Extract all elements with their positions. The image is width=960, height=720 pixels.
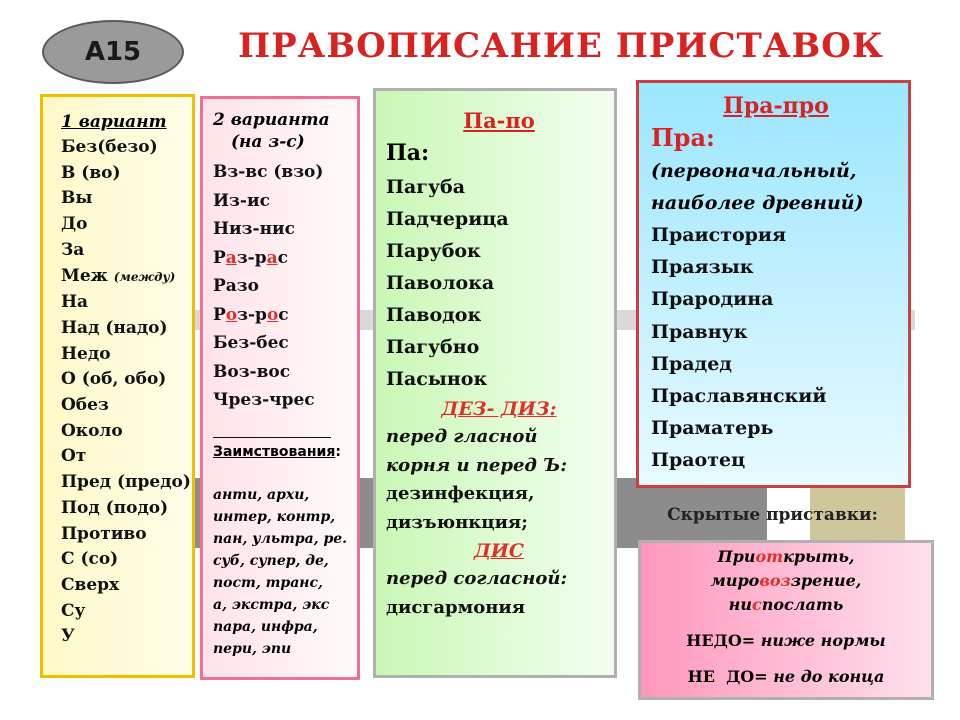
list-item: За bbox=[61, 239, 85, 260]
pra-pro-heading: Пра-про bbox=[723, 93, 829, 119]
loanword-line: пери, эпи bbox=[213, 640, 292, 657]
list-item: Праславянский bbox=[651, 385, 827, 408]
pra-description: наиболее древний) bbox=[651, 192, 864, 214]
highlight-vowel: о bbox=[225, 304, 238, 325]
mej-prefix: Меж bbox=[61, 265, 108, 286]
highlight-vowel: о bbox=[266, 304, 279, 325]
list-item: Праязык bbox=[651, 256, 754, 279]
list-item: Противо bbox=[61, 523, 147, 544]
variant-two-subheading: (на з-с) bbox=[231, 132, 305, 152]
list-item: На bbox=[61, 292, 89, 313]
dis-rule: перед согласной: bbox=[386, 568, 568, 589]
nedo-meaning: = ниже нормы bbox=[741, 631, 886, 650]
variant-one-column bbox=[40, 94, 195, 678]
list-item: Праистория bbox=[651, 224, 787, 246]
list-item: Прадед bbox=[651, 352, 732, 375]
dis-heading: ДИС bbox=[474, 540, 524, 562]
loanwords-colon: : bbox=[335, 443, 341, 460]
text-part: ни bbox=[728, 595, 752, 614]
list-item: Парубок bbox=[386, 240, 481, 262]
pra-pro-column bbox=[636, 80, 911, 488]
ne-do-term: НЕ ДО bbox=[687, 667, 755, 686]
list-item: Вз-вс (взо) bbox=[213, 162, 324, 182]
highlight-prefix: от bbox=[755, 547, 784, 566]
list-item: Под (подо) bbox=[61, 497, 169, 518]
pa-label: Па: bbox=[386, 140, 430, 166]
list-item: С (со) bbox=[61, 549, 119, 570]
hidden-prefixes-box bbox=[638, 540, 934, 700]
list-item: Недо bbox=[61, 343, 111, 364]
list-item: Сверх bbox=[61, 574, 120, 595]
dez-rule-line: корня и перед Ъ: bbox=[386, 454, 568, 476]
variant-one-list bbox=[61, 135, 192, 650]
pra-description: (первоначальный, bbox=[651, 160, 857, 182]
list-item: Над (надо) bbox=[61, 317, 168, 338]
nedo-term: НЕДО bbox=[686, 631, 742, 650]
list-item: Без-бес bbox=[213, 333, 289, 353]
list-item: Около bbox=[61, 420, 123, 441]
list-item: О (об, обо) bbox=[61, 369, 167, 390]
dez-rule-line: перед гласной bbox=[386, 426, 538, 447]
hidden-prefix-example bbox=[641, 593, 931, 617]
list-item: В (во) bbox=[61, 162, 121, 183]
text-part: з-р bbox=[237, 304, 267, 325]
list-item: Праматерь bbox=[651, 417, 774, 440]
ne-do-rule bbox=[641, 665, 931, 689]
nedo-rule bbox=[641, 629, 931, 653]
list-item: Вы bbox=[61, 188, 93, 209]
text-part: Р bbox=[213, 247, 226, 268]
dez-example: дезинфекция, bbox=[386, 483, 535, 504]
hidden-prefixes-label: Скрытые приставки: bbox=[667, 505, 878, 525]
list-item: Праотец bbox=[651, 449, 746, 472]
text-part: Р bbox=[213, 304, 226, 325]
list-item: Правнук bbox=[651, 320, 748, 343]
list-item bbox=[61, 264, 192, 291]
list-item: Низ-нис bbox=[213, 219, 295, 239]
dis-example: дисгармония bbox=[386, 596, 526, 618]
loanword-line: а, экстра, экс bbox=[213, 596, 330, 613]
list-item: Паволока bbox=[386, 272, 495, 294]
variant-two-column bbox=[200, 96, 360, 680]
variant-one-heading: 1 вариант bbox=[61, 112, 167, 132]
list-item: Падчерица bbox=[386, 208, 509, 230]
text-part: При bbox=[717, 547, 756, 566]
divider bbox=[213, 437, 331, 438]
list-item: Су bbox=[61, 600, 86, 621]
highlight-prefix: с bbox=[751, 595, 762, 614]
list-item: Пагубно bbox=[386, 336, 480, 358]
loanword-line: пост, транс, bbox=[213, 574, 323, 591]
text-part: з-р bbox=[236, 247, 267, 268]
hidden-prefix-example bbox=[641, 545, 931, 569]
highlight-vowel: а bbox=[225, 247, 237, 268]
dez-example: дизъюнкция; bbox=[386, 511, 528, 533]
list-item: Пасынок bbox=[386, 368, 488, 390]
loanword-line: интер, контр, bbox=[213, 508, 336, 525]
hidden-prefix-example bbox=[641, 569, 931, 593]
page-title: ПРАВОПИСАНИЕ ПРИСТАВОК bbox=[238, 26, 884, 66]
text-part: с bbox=[277, 247, 288, 268]
highlight-vowel: а bbox=[266, 247, 278, 268]
ne-do-meaning: = не до конца bbox=[754, 667, 885, 686]
text-part: миро bbox=[710, 571, 760, 590]
pa-po-heading: Па-по bbox=[463, 108, 535, 133]
mej-note: (между) bbox=[113, 269, 176, 284]
text-part: с bbox=[278, 304, 289, 325]
list-item: Пагуба bbox=[386, 176, 466, 198]
list-item: Из-ис bbox=[213, 190, 270, 211]
loanwords-label-text: Заимствования bbox=[213, 443, 336, 460]
text-part: зрение, bbox=[790, 571, 862, 590]
slide-badge: А15 bbox=[42, 20, 184, 84]
text-part: послать bbox=[761, 595, 844, 614]
loanwords-label bbox=[213, 442, 357, 462]
loanword-line: суб, супер, де, bbox=[213, 552, 329, 569]
list-item: Обез bbox=[61, 395, 109, 416]
list-item: До bbox=[61, 214, 88, 235]
list-item-raz-ras bbox=[213, 244, 357, 273]
loanword-line: анти, архи, bbox=[213, 486, 310, 503]
variant-two-heading: 2 варианта bbox=[213, 110, 330, 130]
list-item: Воз-вос bbox=[213, 361, 291, 382]
highlight-prefix: воз bbox=[759, 571, 791, 590]
dez-diz-heading: ДЕЗ- ДИЗ: bbox=[441, 398, 557, 420]
text-part: крыть, bbox=[783, 547, 855, 566]
loanword-line: пара, инфра, bbox=[213, 618, 318, 635]
list-item: Паводок bbox=[386, 304, 482, 326]
list-item: Прародина bbox=[651, 288, 774, 311]
list-item: Пред (предо) bbox=[61, 472, 191, 493]
list-item: От bbox=[61, 446, 87, 467]
list-item: Чрез-чрес bbox=[213, 390, 315, 410]
list-item-roz-ros bbox=[213, 301, 357, 330]
pa-po-column bbox=[373, 88, 617, 678]
pra-label: Пра: bbox=[651, 123, 715, 152]
list-item: У bbox=[61, 626, 75, 647]
list-item: Разо bbox=[213, 276, 259, 296]
loanword-line: пан, ультра, ре. bbox=[213, 530, 348, 547]
list-item: Без(безо) bbox=[61, 137, 158, 157]
